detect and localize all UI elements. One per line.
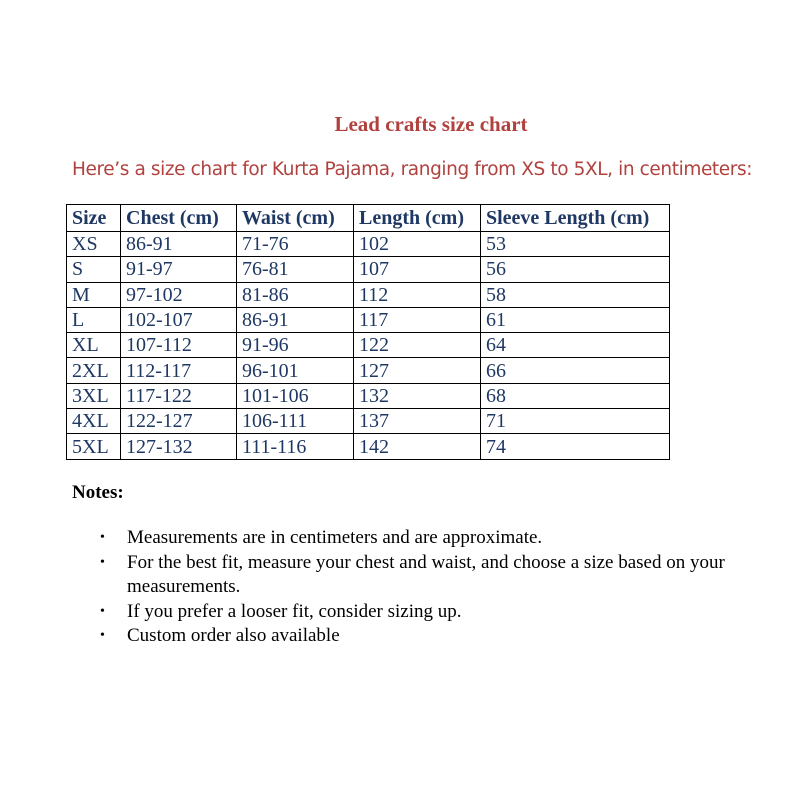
cell-size: M (67, 282, 121, 307)
cell-size: 5XL (67, 434, 121, 459)
header-size: Size (67, 205, 121, 232)
note-text: Custom order also available (127, 625, 340, 646)
cell-waist: 111-116 (237, 434, 354, 459)
bullet-icon: • (100, 603, 105, 619)
cell-waist: 76-81 (237, 257, 354, 282)
table-row (67, 434, 670, 459)
cell-size: XL (67, 333, 121, 358)
note-text: For the best fit, measure your chest and waist, and choose a size based on your measurements. (127, 551, 725, 597)
cell-chest: 91-97 (121, 257, 237, 282)
cell-waist: 101-106 (237, 383, 354, 408)
cell-sleeve-length: 66 (481, 358, 670, 383)
cell-chest: 122-127 (121, 409, 237, 434)
cell-chest: 117-122 (121, 383, 237, 408)
bullet-icon: • (100, 628, 105, 643)
table-row (67, 257, 670, 282)
cell-waist: 71-76 (237, 232, 354, 257)
cell-waist: 96-101 (237, 358, 354, 383)
cell-waist: 91-96 (237, 333, 354, 358)
cell-length: 127 (354, 358, 481, 383)
cell-sleeve-length: 74 (481, 434, 670, 459)
cell-chest: 102-107 (121, 307, 237, 332)
bullet-icon: • (100, 530, 105, 545)
cell-length: 107 (354, 257, 481, 282)
cell-size: L (67, 307, 121, 332)
table-header-row (67, 205, 670, 232)
cell-length: 102 (354, 232, 481, 257)
notes-list (100, 526, 772, 649)
table-row (67, 333, 670, 358)
cell-sleeve-length: 58 (481, 282, 670, 307)
header-waist: Waist (cm) (237, 205, 354, 232)
table-row (67, 307, 670, 332)
note-text: If you prefer a looser fit, consider sizing up. (127, 600, 462, 622)
cell-chest: 112-117 (121, 358, 237, 383)
notes-heading: Notes: (72, 482, 124, 503)
cell-length: 112 (354, 282, 481, 307)
cell-sleeve-length: 56 (481, 257, 670, 282)
cell-sleeve-length: 64 (481, 333, 670, 358)
cell-size: 4XL (67, 409, 121, 434)
cell-sleeve-length: 68 (481, 383, 670, 408)
cell-waist: 81-86 (237, 282, 354, 307)
page-title: Lead crafts size chart (334, 112, 528, 136)
cell-waist: 86-91 (237, 307, 354, 332)
table-row (67, 358, 670, 383)
table-row (67, 282, 670, 307)
list-item (100, 551, 772, 600)
cell-length: 137 (354, 409, 481, 434)
cell-chest: 107-112 (121, 333, 237, 358)
note-text: Measurements are in centimeters and are approximate. (127, 527, 543, 548)
list-item (100, 526, 772, 551)
cell-sleeve-length: 53 (481, 232, 670, 257)
table-row (67, 232, 670, 257)
cell-sleeve-length: 71 (481, 409, 670, 434)
cell-chest: 97-102 (121, 282, 237, 307)
cell-size: XS (67, 232, 121, 257)
list-item (100, 600, 772, 625)
cell-chest: 127-132 (121, 434, 237, 459)
intro-text: Here’s a size chart for Kurta Pajama, ranging from XS to 5XL, in centimeters: (72, 159, 753, 180)
header-length: Length (cm) (354, 205, 481, 232)
cell-size: S (67, 257, 121, 282)
header-chest: Chest (cm) (121, 205, 237, 232)
cell-length: 117 (354, 307, 481, 332)
cell-length: 122 (354, 333, 481, 358)
cell-sleeve-length: 61 (481, 307, 670, 332)
cell-waist: 106-111 (237, 409, 354, 434)
cell-size: 3XL (67, 383, 121, 408)
cell-length: 142 (354, 434, 481, 459)
cell-size: 2XL (67, 358, 121, 383)
table-row (67, 383, 670, 408)
size-chart-table (66, 204, 670, 460)
header-sleeve-length: Sleeve Length (cm) (481, 205, 670, 232)
table-row (67, 409, 670, 434)
bullet-icon: • (100, 554, 105, 570)
cell-length: 132 (354, 383, 481, 408)
list-item (100, 624, 772, 649)
cell-chest: 86-91 (121, 232, 237, 257)
